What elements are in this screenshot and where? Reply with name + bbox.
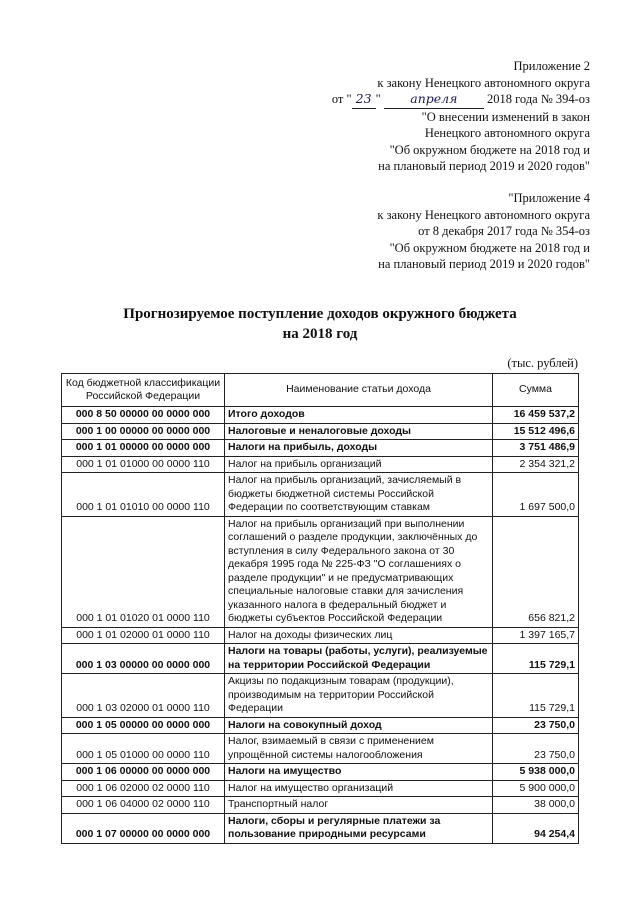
row-code: 000 1 01 01010 00 0000 110 <box>62 473 225 517</box>
header-sum: Сумма <box>493 374 579 407</box>
row-name: Транспортный налог <box>225 797 493 814</box>
appendix-2-law-ref: к закону Ненецкого автономного округа <box>377 75 590 90</box>
table-body <box>62 407 579 844</box>
date-quote: " <box>375 92 384 106</box>
table-header-row <box>62 374 579 407</box>
table-row <box>62 717 579 734</box>
table-row <box>62 764 579 781</box>
table-row <box>62 423 579 440</box>
row-sum: 5 938 000,0 <box>493 764 579 781</box>
row-code: 000 8 50 00000 00 0000 000 <box>62 407 225 424</box>
revenue-table <box>61 373 579 844</box>
document-title <box>40 304 600 344</box>
amendment-title-line-2: Ненецкого автономного округа <box>424 126 590 140</box>
appendix-2-label: Приложение 2 <box>513 59 590 73</box>
year-and-number: 2018 года № 394-оз <box>486 92 590 106</box>
row-sum: 3 751 486,9 <box>493 440 579 457</box>
unit-label: (тыс. рублей) <box>507 356 578 370</box>
row-code: 000 1 05 00000 00 0000 000 <box>62 717 225 734</box>
appendix-4-date: от 8 декабря 2017 года № 354-оз <box>418 224 590 238</box>
row-sum: 1 697 500,0 <box>493 473 579 517</box>
row-name: Налоговые и неналоговые доходы <box>225 423 493 440</box>
row-code: 000 1 06 02000 02 0000 110 <box>62 780 225 797</box>
row-code: 000 1 07 00000 00 0000 000 <box>62 813 225 843</box>
table-row <box>62 644 579 674</box>
row-sum: 16 459 537,2 <box>493 407 579 424</box>
row-code: 000 1 06 00000 00 0000 000 <box>62 764 225 781</box>
amendment-title-line-4: на плановый период 2019 и 2020 годов" <box>378 159 590 173</box>
table-row <box>62 456 579 473</box>
date-prefix: от " <box>331 92 352 106</box>
row-sum: 15 512 496,6 <box>493 423 579 440</box>
row-code: 000 1 05 01000 00 0000 110 <box>62 734 225 764</box>
appendix-2-date-line <box>300 91 590 109</box>
table-row <box>62 813 579 843</box>
handwritten-day: 23 <box>352 91 376 109</box>
row-sum: 38 000,0 <box>493 797 579 814</box>
table-row <box>62 627 579 644</box>
table-row <box>62 516 579 627</box>
row-name: Налоги, сборы и регулярные платежи за пользование природными ресурсами <box>225 813 493 843</box>
row-name: Налог на имущество организаций <box>225 780 493 797</box>
row-sum: 23 750,0 <box>493 717 579 734</box>
row-sum: 656 821,2 <box>493 516 579 627</box>
document-title-line-1: Прогнозируемое поступление доходов окружного бюджета <box>123 306 517 322</box>
table-row <box>62 780 579 797</box>
table-row <box>62 440 579 457</box>
row-code: 000 1 01 00000 00 0000 000 <box>62 440 225 457</box>
row-sum: 1 397 165,7 <box>493 627 579 644</box>
row-code: 000 1 03 00000 00 0000 000 <box>62 644 225 674</box>
table-row <box>62 407 579 424</box>
row-name: Налог, взимаемый в связи с применением упрощённой системы налогообложения <box>225 734 493 764</box>
table-row <box>62 734 579 764</box>
budget-law-title-2: на плановый период 2019 и 2020 годов" <box>378 257 590 271</box>
row-name: Итого доходов <box>225 407 493 424</box>
appendix-4-header <box>300 190 590 273</box>
row-name: Налог на доходы физических лиц <box>225 627 493 644</box>
header-name: Наименование статьи дохода <box>225 374 493 407</box>
amendment-title-line-1: "О внесении изменений в закон <box>421 109 590 124</box>
row-sum: 115 729,1 <box>493 644 579 674</box>
appendix-4-law-ref: к закону Ненецкого автономного округа <box>377 207 590 222</box>
handwritten-month: апреля <box>384 91 484 109</box>
table-row <box>62 797 579 814</box>
row-name: Налог на прибыль организаций при выполнении соглашений о разделе продукции, заключённых до вступления в силу Федерального закона от 30 декабря 1995 года № 225-ФЗ "О соглашениях о разделе продукции" и не предусматривающих специальные налоговые ставки для зачисления указанного налога в федеральный бюджет и бюджеты субъектов Российской Федерации <box>225 516 493 627</box>
row-name: Налоги на имущество <box>225 764 493 781</box>
row-code: 000 1 01 02000 01 0000 110 <box>62 627 225 644</box>
row-code: 000 1 01 01020 01 0000 110 <box>62 516 225 627</box>
document-title-line-2: на 2018 год <box>282 326 358 342</box>
row-sum: 94 254,4 <box>493 813 579 843</box>
row-code: 000 1 06 04000 02 0000 110 <box>62 797 225 814</box>
budget-law-title-1: "Об окружном бюджете на 2018 год и <box>389 240 590 255</box>
row-name: Акцизы по подакцизным товарам (продукции), производимым на территории Российской Федерации <box>225 674 493 718</box>
row-code: 000 1 00 00000 00 0000 000 <box>62 423 225 440</box>
row-name: Налог на прибыль организаций <box>225 456 493 473</box>
row-sum: 23 750,0 <box>493 734 579 764</box>
row-name: Налог на прибыль организаций, зачисляемый в бюджеты бюджетной системы Российской Федерации по соответствующим ставкам <box>225 473 493 517</box>
appendix-4-label: "Приложение 4 <box>508 191 590 205</box>
row-name: Налоги на товары (работы, услуги), реализуемые на территории Российской Федерации <box>225 644 493 674</box>
row-name: Налоги на совокупный доход <box>225 717 493 734</box>
row-sum: 5 900 000,0 <box>493 780 579 797</box>
appendix-2-header <box>300 58 590 175</box>
table-row <box>62 473 579 517</box>
row-name: Налоги на прибыль, доходы <box>225 440 493 457</box>
row-code: 000 1 01 01000 00 0000 110 <box>62 456 225 473</box>
row-sum: 2 354 321,2 <box>493 456 579 473</box>
amendment-title-line-3: "Об окружном бюджете на 2018 год и <box>389 142 590 157</box>
row-sum: 115 729,1 <box>493 674 579 718</box>
row-code: 000 1 03 02000 01 0000 110 <box>62 674 225 718</box>
table-row <box>62 674 579 718</box>
header-code: Код бюджетной классификации Российской Федерации <box>62 374 225 407</box>
